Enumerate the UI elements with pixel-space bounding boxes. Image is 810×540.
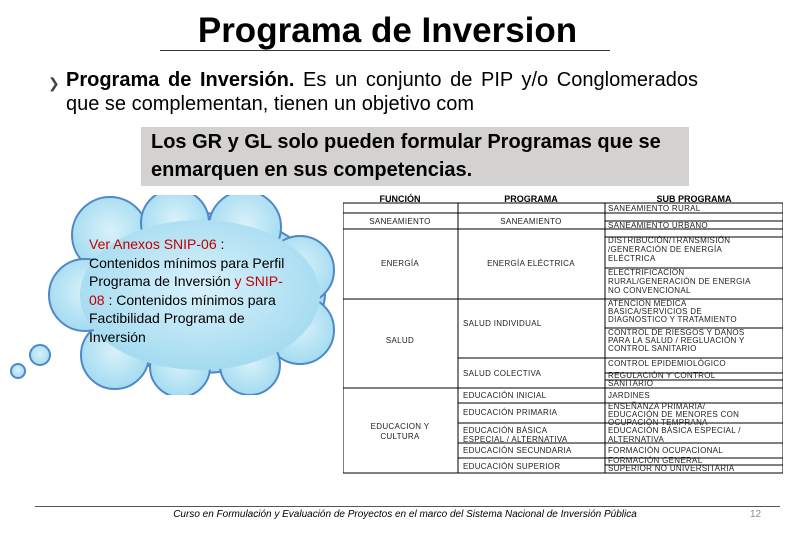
programa-cell: EDUCACIÓN INICIAL xyxy=(463,391,547,400)
program-table xyxy=(343,193,783,481)
subprograma-line: ELÉCTRICA xyxy=(608,254,656,263)
definition-term: Programa de Inversión. xyxy=(66,69,295,91)
programa-line: ESPECIAL / ALTERNATIVA xyxy=(463,435,568,444)
page-number: 12 xyxy=(750,509,762,520)
footer-text: Curso en Formulación y Evaluación de Proyectos en el marco del Sistema Nacional de Inversión Pública xyxy=(173,509,637,520)
subprograma-line: EDUCACIÓN BÁSICA ESPECIAL / xyxy=(608,426,741,435)
annex-ref-snip08[interactable]: y SNIP-08 xyxy=(89,273,283,308)
subprograma-cell xyxy=(608,328,745,353)
cloud-text xyxy=(89,235,289,346)
funcion-cell: SALUD xyxy=(385,336,415,345)
subprograma-line: BASICA/SERVICIOS DE xyxy=(608,307,703,316)
subprograma-line: ENSEÑANZA PRIMARIA/ xyxy=(608,402,706,411)
header-programa: PROGRAMA xyxy=(504,194,558,204)
subprograma-line: RURAL/GENERACIÓN DE ENERGIA xyxy=(608,277,751,286)
subprograma-line: /GENERACIÓN DE ENERGÍA xyxy=(608,245,723,254)
subprograma-line: DISTRIBUCIÓN/TRANSMISIÓN xyxy=(608,236,731,245)
subprograma-cell xyxy=(608,268,751,295)
programa-cell xyxy=(463,426,568,444)
funcion-cell: SANEAMIENTO xyxy=(369,217,431,226)
subprograma-line: OCUPACIÓN TEMPRANA xyxy=(608,418,708,427)
subprograma-line: SANITARIO xyxy=(608,379,654,388)
header-funcion: FUNCIÓN xyxy=(379,194,421,204)
subprograma-cell: FORMACIÓN OCUPACIONAL xyxy=(608,446,724,455)
subprograma-cell: SANEAMIENTO RURAL xyxy=(608,204,701,213)
subprograma-line: ATENCION MEDICA xyxy=(608,299,687,308)
funcion-cell xyxy=(371,422,430,441)
subprograma-line: CONTROL SANITARIO xyxy=(608,344,697,353)
programa-cell: ENERGÍA ELÉCTRICA xyxy=(487,259,575,268)
subprograma-cell xyxy=(608,236,730,263)
subprograma-cell xyxy=(608,371,716,388)
funcion-line: EDUCACION Y xyxy=(370,422,430,431)
subprograma-line: DIAGNOSTICO Y TRATAMIENTO xyxy=(608,315,737,324)
subprograma-cell: CONTROL EPIDEMIOLÓGICO xyxy=(608,359,726,368)
programa-cell: EDUCACIÓN SECUNDARIA xyxy=(463,446,572,455)
programa-cell: EDUCACIÓN PRIMARIA xyxy=(463,408,558,417)
funcion-cell: ENERGÍA xyxy=(380,259,420,268)
subprograma-line: REGULACIÓN Y CONTROL xyxy=(608,371,716,380)
subprograma-cell xyxy=(608,426,741,444)
subprograma-line: EDUCACIÓN DE MENORES CON xyxy=(608,410,740,419)
programa-cell: EDUCACIÓN SUPERIOR xyxy=(463,462,561,471)
subprograma-cell: SUPERIOR NO UNIVERSITARIA xyxy=(608,464,735,473)
subprograma-cell: JARDINES xyxy=(608,391,650,400)
header-subprograma: SUB PROGRAMA xyxy=(656,194,732,204)
footer-divider xyxy=(35,506,780,507)
cloud-text-1: : Contenidos mínimos para Perfil Programa de Inversión xyxy=(89,236,285,289)
slide-title: Programa de Inversion xyxy=(197,11,578,50)
subprograma-cell: SANEAMIENTO URBANO xyxy=(608,221,708,230)
subprograma-cell xyxy=(608,299,737,324)
subprograma-line: ALTERNATIVA xyxy=(608,435,665,444)
programa-cell: SALUD INDIVIDUAL xyxy=(463,319,542,328)
definition-text: Es un conjunto de PIP y/o Conglomerados que se complementan, tienen un objetivo com xyxy=(66,69,699,115)
subprograma-line: PARA LA SALUD / REGLUACIÓN Y xyxy=(608,336,745,345)
highlight-box: Los GR y GL solo pueden formular Programas que se enmarquen en sus competencias. xyxy=(141,127,689,186)
title-underline xyxy=(160,50,610,51)
subprograma-line: ELECTRIFICACIÓN xyxy=(608,268,685,277)
programa-cell: SANEAMIENTO xyxy=(500,217,562,226)
definition-paragraph xyxy=(48,68,699,116)
program-table-grid xyxy=(343,193,783,481)
programa-line: EDUCACIÓN BÁSICA xyxy=(463,426,548,435)
subprograma-line: CONTROL DE RIESGOS Y DAÑOS xyxy=(608,328,745,337)
subprograma-cell: FORMACIÓN GENERAL xyxy=(608,456,703,465)
funcion-line: CULTURA xyxy=(380,432,420,441)
cloud-text-2: : Contenidos mínimos para Factibilidad Programa de Inversión xyxy=(89,291,276,345)
subprograma-column xyxy=(608,204,751,473)
programa-cell: SALUD COLECTIVA xyxy=(463,369,542,378)
annex-ref-snip06[interactable]: Ver Anexos SNIP-06 xyxy=(89,236,217,252)
bullet-icon: ❯ xyxy=(48,75,60,91)
subprograma-line: NO CONVENCIONAL xyxy=(608,286,691,295)
